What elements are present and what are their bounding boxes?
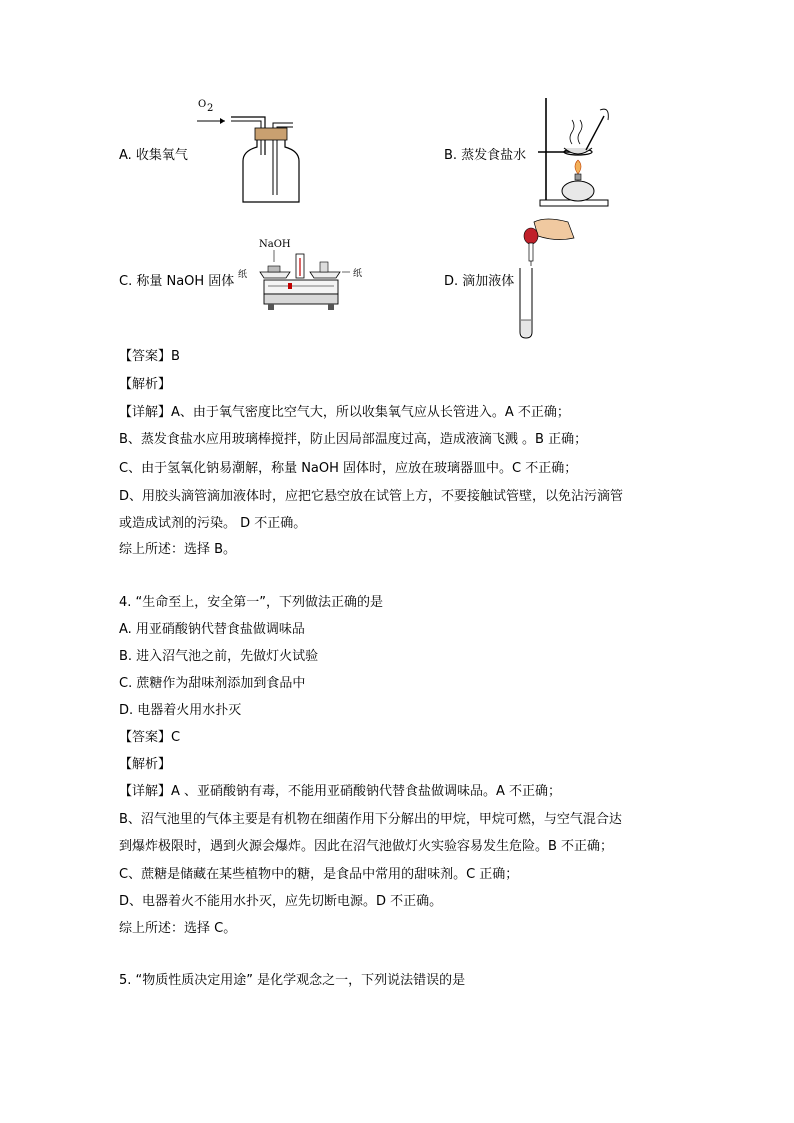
gas-collection-bottle-figure xyxy=(195,95,305,207)
paper-left-label: 纸 xyxy=(238,270,248,280)
q4-option-d: D. 电器着火用水扑灭 xyxy=(119,703,242,718)
q4-option-b: B. 进入沼气池之前，先做灯火试验 xyxy=(119,649,319,664)
naoh-label: NaOH xyxy=(259,239,291,250)
paper-right-label: 纸 xyxy=(353,269,363,279)
option-d-label: D. 滴加液体 xyxy=(444,274,515,289)
q3-analysis-line: D、用胶头滴管滴加液体时，应把它悬空放在试管上方，不要接触试管壁，以免沾污滴管 xyxy=(119,489,624,504)
q3-analysis-line: B、蒸发食盐水应用玻璃棒搅拌，防止因局部温度过高，造成液滴飞溅 。B 正确； xyxy=(119,432,588,447)
q3-analysis-line: C、由于氢氧化钠易潮解，称量 NaOH 固体时，应放在玻璃器皿中。C 不正确； xyxy=(119,461,578,476)
q4-option-a: A. 用亚硝酸钠代替食盐做调味品 xyxy=(119,622,305,637)
option-c-label: C. 称量 NaOH 固体 xyxy=(119,274,235,289)
q3-conclusion: 综上所述：选择 B。 xyxy=(119,542,237,557)
q4-answer: 【答案】C xyxy=(119,730,181,745)
o2-subscript: 2 xyxy=(207,103,214,114)
option-a-label: A. 收集氧气 xyxy=(119,148,188,163)
evaporation-apparatus-figure xyxy=(528,96,628,208)
q5-stem: 5. “物质性质决定用途” 是化学观念之一，下列说法错误的是 xyxy=(119,973,466,988)
dropper-test-tube-figure xyxy=(516,216,586,340)
o2-label: O xyxy=(198,99,207,110)
balance-figure xyxy=(238,236,368,320)
q4-analysis-line: 到爆炸极限时，遇到火源会爆炸。因此在沼气池做灯火实验容易发生危险。B 不正确； xyxy=(119,839,614,854)
q4-stem: 4. “生命至上，安全第一”，下列做法正确的是 xyxy=(119,595,384,610)
q3-answer: 【答案】B xyxy=(119,349,180,364)
q4-analysis-line: B、沼气池里的气体主要是有机物在细菌作用下分解出的甲烷，甲烷可燃，与空气混合达 xyxy=(119,812,622,827)
q3-analysis-line: 或造成试剂的污染。 D 不正确。 xyxy=(119,516,307,531)
q4-conclusion: 综上所述：选择 C。 xyxy=(119,921,237,936)
option-b-label: B. 蒸发食盐水 xyxy=(444,148,527,163)
q3-analysis-title: 【解析】 xyxy=(119,377,172,392)
q4-option-c: C. 蔗糖作为甜味剂添加到食品中 xyxy=(119,676,306,691)
q4-analysis-line: C、蔗糖是储藏在某些植物中的糖，是食品中常用的甜味剂。C 正确； xyxy=(119,867,519,882)
q3-analysis-line: 【详解】A、由于氧气密度比空气大，所以收集氧气应从长管进入。A 不正确； xyxy=(119,405,570,420)
q4-analysis-line: 【详解】A 、亚硝酸钠有毒，不能用亚硝酸钠代替食盐做调味品。A 不正确； xyxy=(119,784,562,799)
q4-analysis-line: D、电器着火不能用水扑灭，应先切断电源。D 不正确。 xyxy=(119,894,443,909)
q4-analysis-title: 【解析】 xyxy=(119,757,172,772)
